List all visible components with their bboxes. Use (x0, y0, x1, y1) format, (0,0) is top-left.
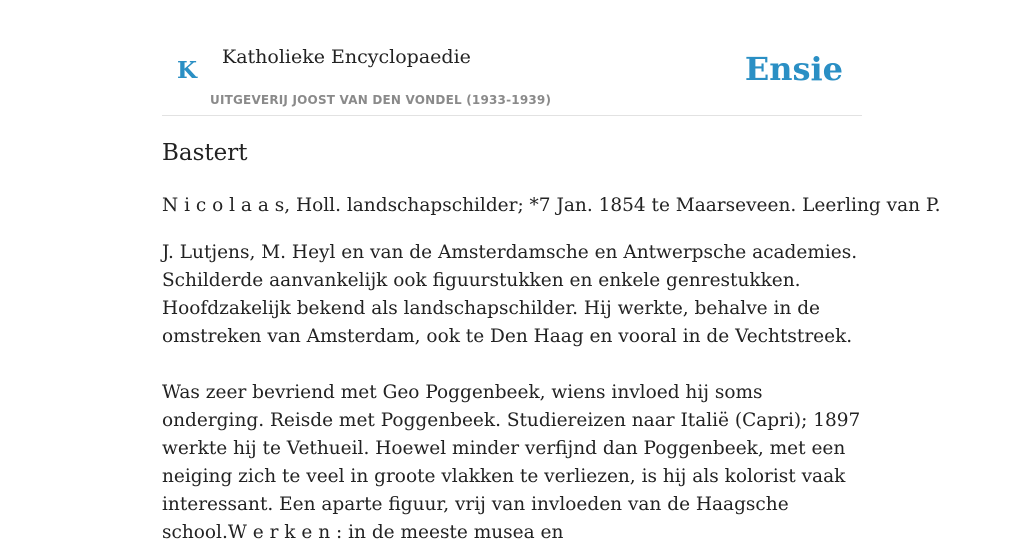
publication-title[interactable]: Katholieke Encyclopaedie (222, 46, 471, 68)
publication-logo[interactable]: K (177, 57, 197, 84)
site-header (162, 30, 862, 116)
publisher-subtitle: UITGEVERIJ JOOST VAN DEN VONDEL (1933-1939) (210, 93, 552, 107)
brand-logo[interactable]: Ensie (744, 50, 843, 88)
article-paragraph: J. Lutjens, M. Heyl en van de Amsterdamsche en Antwerpsche academies. Schilderde aanvankelijk ook figuurstukken en enkele genrestukken. Hoofdzakelijk bekend als landschapschilder. Hij werkte, behalve in de omstreken van Amsterdam, ook te Den Haag en vooral in de Vechtstreek. (162, 242, 858, 347)
article-title: Bastert (162, 140, 248, 166)
article-paragraph: Was zeer bevriend met Geo Poggenbeek, wiens invloed hij soms onderging. Reisde met Poggenbeek. Studiereizen naar Italië (Capri); 1897 werkte hij te Vethueil. Hoewel minder verfijnd dan Poggenbeek, met een neiging zich te veel in groote vlakken te verliezen, is hij als kolorist vaak interessant. Een aparte figuur, vrij van invloeden van de Haagsche school.W e r k e n : in de meeste musea en (162, 382, 861, 543)
article-paragraph: N i c o l a a s, Holl. landschapschilder; *7 Jan. 1854 te Maarseveen. Leerling van P. (162, 195, 941, 216)
